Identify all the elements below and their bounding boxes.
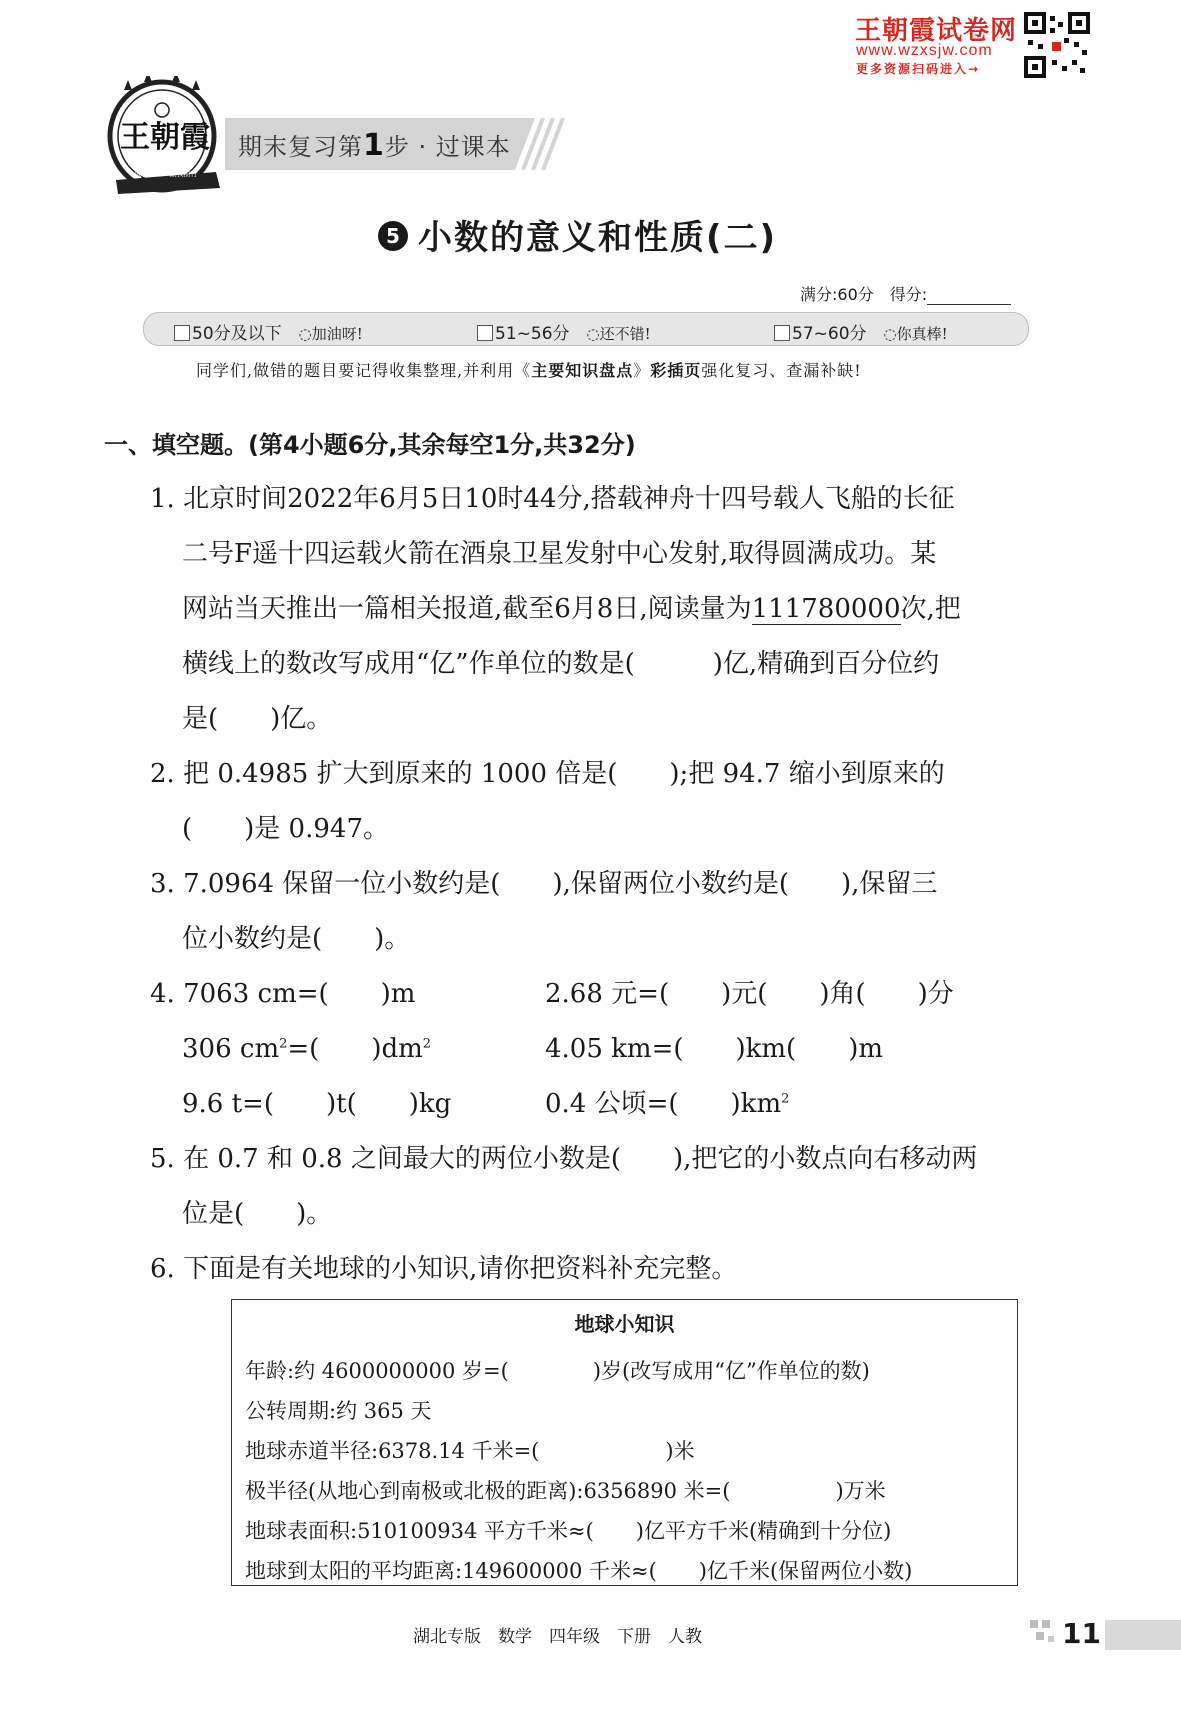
- q6-line-1: 6. 下面是有关地球的小知识,请你把资料补充完整。: [150, 1254, 738, 1284]
- score-blank-field[interactable]: [927, 288, 1011, 305]
- checkbox-icon[interactable]: [774, 325, 790, 341]
- q5-line-1: 5. 在 0.7 和 0.8 之间最大的两位小数是( ),把它的小数点向右移动两: [150, 1144, 978, 1174]
- q2-line-2: ( )是 0.947。: [182, 814, 389, 844]
- checkbox-icon[interactable]: [477, 325, 493, 341]
- q4-item-e: 9.6 t=( )t( )kg: [182, 1089, 452, 1119]
- earth-fact-orbit: 公转周期:约 365 天: [245, 1399, 432, 1423]
- q1-line-5: 是( )亿。: [182, 704, 333, 734]
- footer-edition: 湖北专版 数学 四年级 下册 人教: [413, 1627, 702, 1647]
- earth-fact-age: 年龄:约 4600000000 岁=( )岁(改写成用“亿”作单位的数): [245, 1359, 870, 1383]
- svg-text:成长路上 跟我前行: 成长路上 跟我前行: [134, 170, 198, 178]
- earth-fact-surface-area: 地球表面积:510100934 平方千米≈( )亿平方千米(精确到十分位): [245, 1519, 892, 1543]
- page-corner-icon: [1030, 1618, 1056, 1648]
- q3-line-1: 3. 7.0964 保留一位小数约是( ),保留两位小数约是( ),保留三: [150, 869, 938, 899]
- brand-tagline: 更多资源扫码进入→: [856, 62, 981, 76]
- brand-url[interactable]: www.wzxsjw.com: [856, 42, 993, 59]
- banner-title: 期末复习第1步 · 过课本: [238, 128, 511, 163]
- underlined-number: 111780000: [751, 594, 901, 624]
- q4-item-d: 4.05 km=( )km( )m: [545, 1034, 883, 1064]
- brand-title[interactable]: 王朝霞试卷网: [855, 16, 1018, 46]
- q1-line-2: 二号F遥十四运载火箭在酒泉卫星发射中心发射,取得圆满成功。某: [182, 539, 937, 569]
- q1-line-1: 1. 北京时间2022年6月5日10时44分,搭载神舟十四号载人飞船的长征: [150, 484, 955, 514]
- page-number: 11: [1062, 1617, 1101, 1650]
- earth-fact-sun-distance: 地球到太阳的平均距离:149600000 千米≈( )亿千米(保留两位小数): [245, 1559, 913, 1583]
- checkbox-icon[interactable]: [174, 325, 190, 341]
- rating-option-2[interactable]: 51~56分 ◌还不错!: [477, 319, 651, 344]
- q3-line-2: 位小数约是( )。: [182, 924, 411, 954]
- q5-line-2: 位是( )。: [182, 1199, 333, 1229]
- logo-text: 王朝霞: [120, 120, 210, 155]
- lesson-title: 小数的意义和性质(二): [418, 218, 778, 258]
- rating-option-1[interactable]: 50分及以下 ◌加油呀!: [174, 319, 363, 344]
- rating-option-3[interactable]: 57~60分 ◌你真棒!: [774, 319, 948, 344]
- qr-code-icon[interactable]: [1024, 12, 1090, 78]
- earth-fact-equator-radius: 地球赤道半径:6378.14 千米=( )米: [245, 1439, 695, 1463]
- rating-bar: [143, 312, 1029, 346]
- review-note: 同学们,做错的题目要记得收集整理,并利用《主要知识盘点》彩插页强化复习、查漏补缺!: [196, 361, 862, 380]
- q4-item-a: 4. 7063 cm=( )m: [150, 979, 416, 1009]
- page-bar: [1105, 1620, 1181, 1650]
- q1-line-4: 横线上的数改写成用“亿”作单位的数是( )亿,精确到百分位约: [182, 649, 940, 679]
- section-heading: 一、填空题。(第4小题6分,其余每空1分,共32分): [104, 431, 636, 459]
- q4-item-c: 306 $cm^2=$( )$dm^2$: [182, 1034, 432, 1064]
- earth-fact-polar-radius: 极半径(从地心到南极或北极的距离):6356890 米=( )万米: [245, 1479, 886, 1503]
- q1-line-3: 网站当天推出一篇相关报道,截至6月8日,阅读量为111780000次,把: [182, 594, 961, 624]
- q2-line-1: 2. 把 0.4985 扩大到原来的 1000 倍是( );把 94.7 缩小到原来的: [150, 759, 945, 789]
- q4-item-b: 2.68 元=( )元( )角( )分: [545, 979, 954, 1009]
- lesson-number-badge: 5: [378, 221, 408, 251]
- q4-item-f: 0.4 公顷=( )$km^2$: [545, 1089, 790, 1119]
- earth-facts-title: 地球小知识: [574, 1312, 675, 1336]
- score-line: 满分:60分 得分:: [800, 282, 1011, 305]
